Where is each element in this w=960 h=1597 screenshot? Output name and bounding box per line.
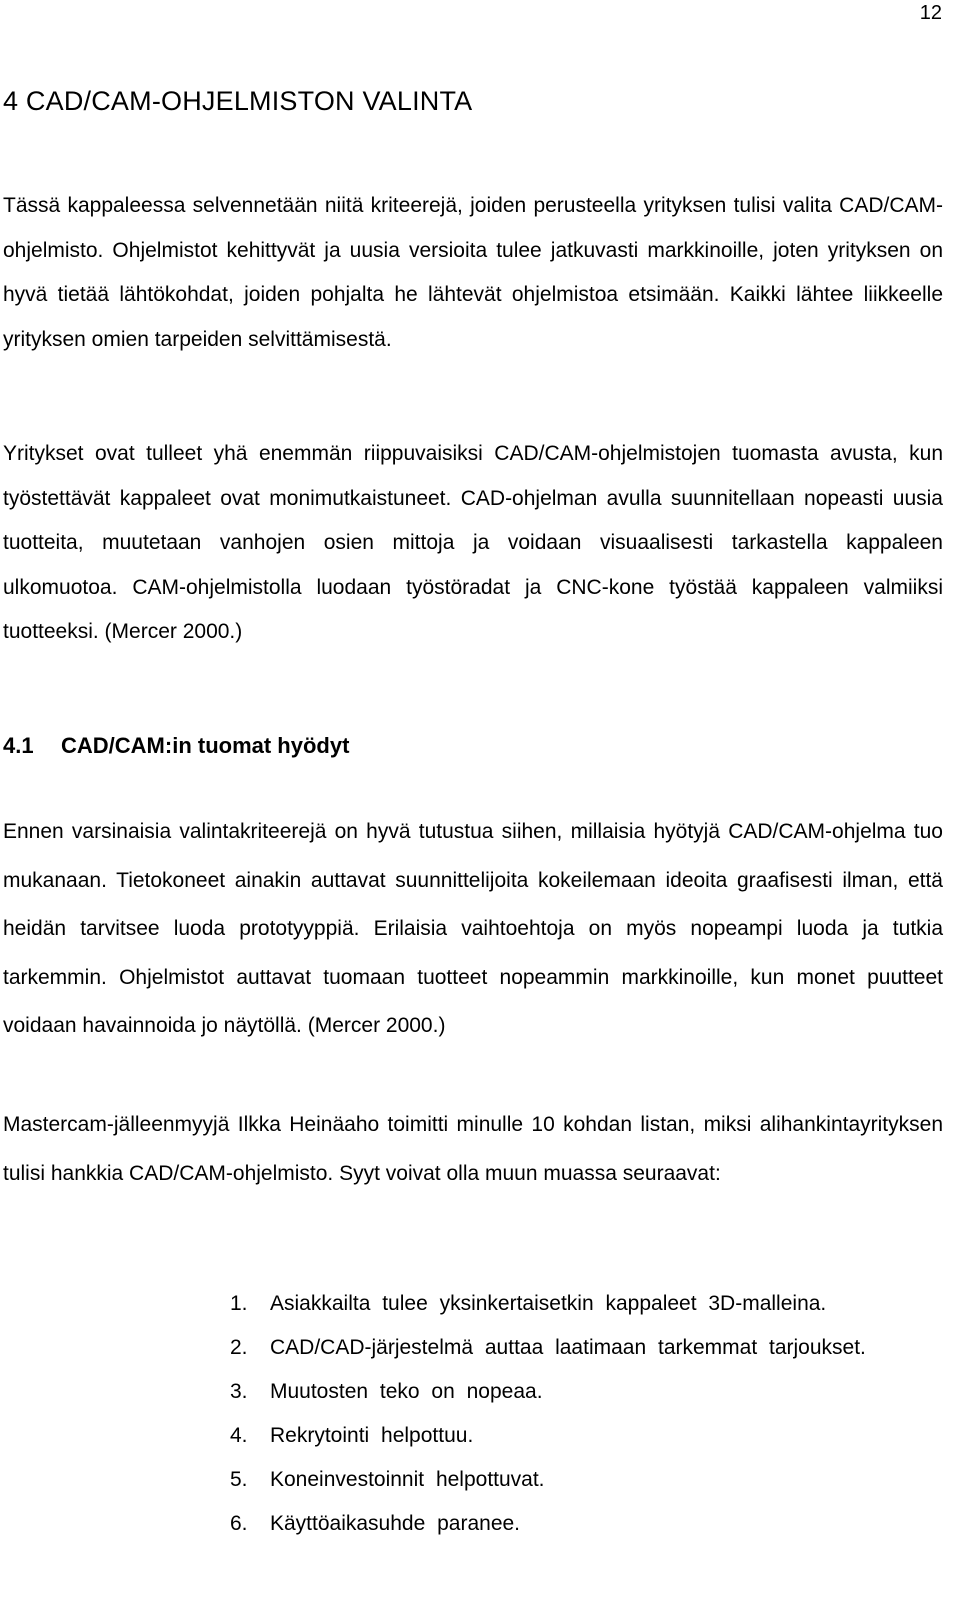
list-item-text: CAD/CAD-järjestelmä auttaa laatimaan tarkemmat tarjoukset. [270, 1336, 866, 1359]
section-title: CAD/CAM:in tuomat hyödyt [61, 733, 350, 758]
list-item-number: 3. [230, 1380, 248, 1403]
page-number: 12 [919, 2, 942, 24]
list-item [230, 1502, 942, 1546]
list-item-number: 4. [230, 1424, 248, 1447]
section-number: 4.1 [3, 733, 34, 758]
list-item-number: 1. [230, 1292, 248, 1315]
list-item-text: Käyttöaikasuhde paranee. [270, 1512, 521, 1535]
section-paragraph-1: Ennen varsinaisia valintakriteerejä on hyvä tutustua siihen, millaisia hyötyjä CAD/CAM-ohjelma tuo mukanaan. Tietokoneet ainakin auttavat suunnittelijoita kokeilemaan ideoita graafisesti ilman, että heidän tarvitsee luoda prototyyppiä. Erilaisia vaihtoehtoja on myös nopeampi luoda ja tutkia tarkemmin. Ohjelmistot auttavat tuomaan tuotteet nopeammin markkinoille, kun monet puutteet voidaan havainnoida jo näytöllä. (Mercer 2000.) [3, 820, 943, 1037]
list-item-number: 5. [230, 1468, 248, 1491]
list-item-text: Koneinvestoinnit helpottuvat. [270, 1468, 545, 1491]
list-item [230, 1282, 942, 1326]
list-item [230, 1326, 942, 1370]
list-item [230, 1370, 942, 1414]
intro-paragraph-2: Yritykset ovat tulleet yhä enemmän riippuvaisiksi CAD/CAM-ohjelmistojen tuomasta avusta, kun työstettävät kappaleet ovat monimutkaistuneet. CAD-ohjelman avulla suunnitellaan nopeasti uusia tuotteita, muutetaan vanhojen osien mittoja ja voidaan visuaalisesti tarkastella kappaleen ulkomuotoa. CAM-ohjelmistolla luodaan työstöradat ja CNC-kone työstää kappaleen valmiiksi tuotteeksi. (Mercer 2000.) [3, 442, 943, 643]
list-item [230, 1414, 942, 1458]
list-item-number: 6. [230, 1512, 248, 1535]
section-paragraph-2: Mastercam-jälleenmyyjä Ilkka Heinäaho toimitti minulle 10 kohdan listan, miksi alihankintayrityksen tulisi hankkia CAD/CAM-ohjelmisto. Syyt voivat olla muun muassa seuraavat: [3, 1113, 943, 1185]
list-item-text: Muutosten teko on nopeaa. [270, 1380, 543, 1403]
chapter-heading: 4 CAD/CAM-OHJELMISTON VALINTA [3, 86, 473, 116]
section-heading [3, 733, 349, 759]
reasons-list [230, 1282, 942, 1546]
list-item [230, 1458, 942, 1502]
list-item-text: Asiakkailta tulee yksinkertaisetkin kappaleet 3D-malleina. [270, 1292, 827, 1315]
list-item-text: Rekrytointi helpottuu. [270, 1424, 474, 1447]
list-item-number: 2. [230, 1336, 248, 1359]
intro-paragraph-1: Tässä kappaleessa selvennetään niitä kriteerejä, joiden perusteella yrityksen tulisi valita CAD/CAM-ohjelmisto. Ohjelmistot kehittyvät ja uusia versioita tulee jatkuvasti markkinoille, joten yrityksen on hyvä tietää lähtökohdat, joiden pohjalta he lähtevät ohjelmistoa etsimään. Kaikki lähtee liikkeelle yrityksen omien tarpeiden selvittämisestä. [3, 194, 943, 351]
